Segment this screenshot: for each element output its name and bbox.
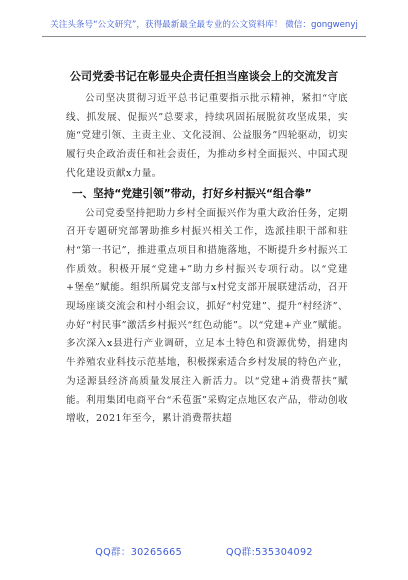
header-divider [42,36,366,37]
promo-footer [0,544,408,558]
document-body [66,90,348,429]
section-heading: 一、坚持“党建引领”带动，打好乡村振兴“组合拳” [72,187,312,200]
section-paragraph: 公司党委坚持把助力乡村全面振兴作为重大政治任务，定期召开专题研究部署助推乡村振兴相关工作，选派挂职干部和驻村“第一书记”，推进重点项目和措施落地，不断提升乡村振兴工作质效。积极开展“党建+”助力乡村振兴专项行动。以“党建+堡垒”赋能。组织所属党支部与x村党支部开展联建活动，召开现场座谈交流会和村小组会议，抓好“村党建”、提升“村经济”、办好“村民事”激活乡村振兴“红色动能”。以“党建+产业”赋能。多次深入x县进行产业调研，立足本土特色和资源优势，捐建肉牛养殖农业科技示范基地，积极探索适合乡村发展的特色产业，为迳源县经济高质量发展注入新活力。以“党建+消费帮扶”赋能。利用集团电商平台“禾苞蛋”采购定点地区农产品，带动创收增收，2021年至今，累计消费帮扶超 [66,207,348,425]
intro-paragraph: 公司坚决贯彻习近平总书记重要指示批示精神，紧扣“守底线、抓发展、促振兴”总要求，持续巩固拓展脱贫攻坚成果，实施“党建引领、主责主业、文化浸润、公益服务”四轮驱动，切实履行央企政治责任和社会责任，为推动乡村全面振兴、中国式现代化建设贡献x力量。 [66,93,348,179]
promo-header: 关注头条号“公文研究”，获得最新最全最专业的公文资料库！ 微信：gongwenyj [50,20,358,30]
qq-group-1: QQ群：30265665 [95,547,182,558]
qq-group-2: QQ群:535304092 [225,547,313,558]
document-title: 公司党委书记在彰显央企责任担当座谈会上的交流发言 [69,70,339,83]
